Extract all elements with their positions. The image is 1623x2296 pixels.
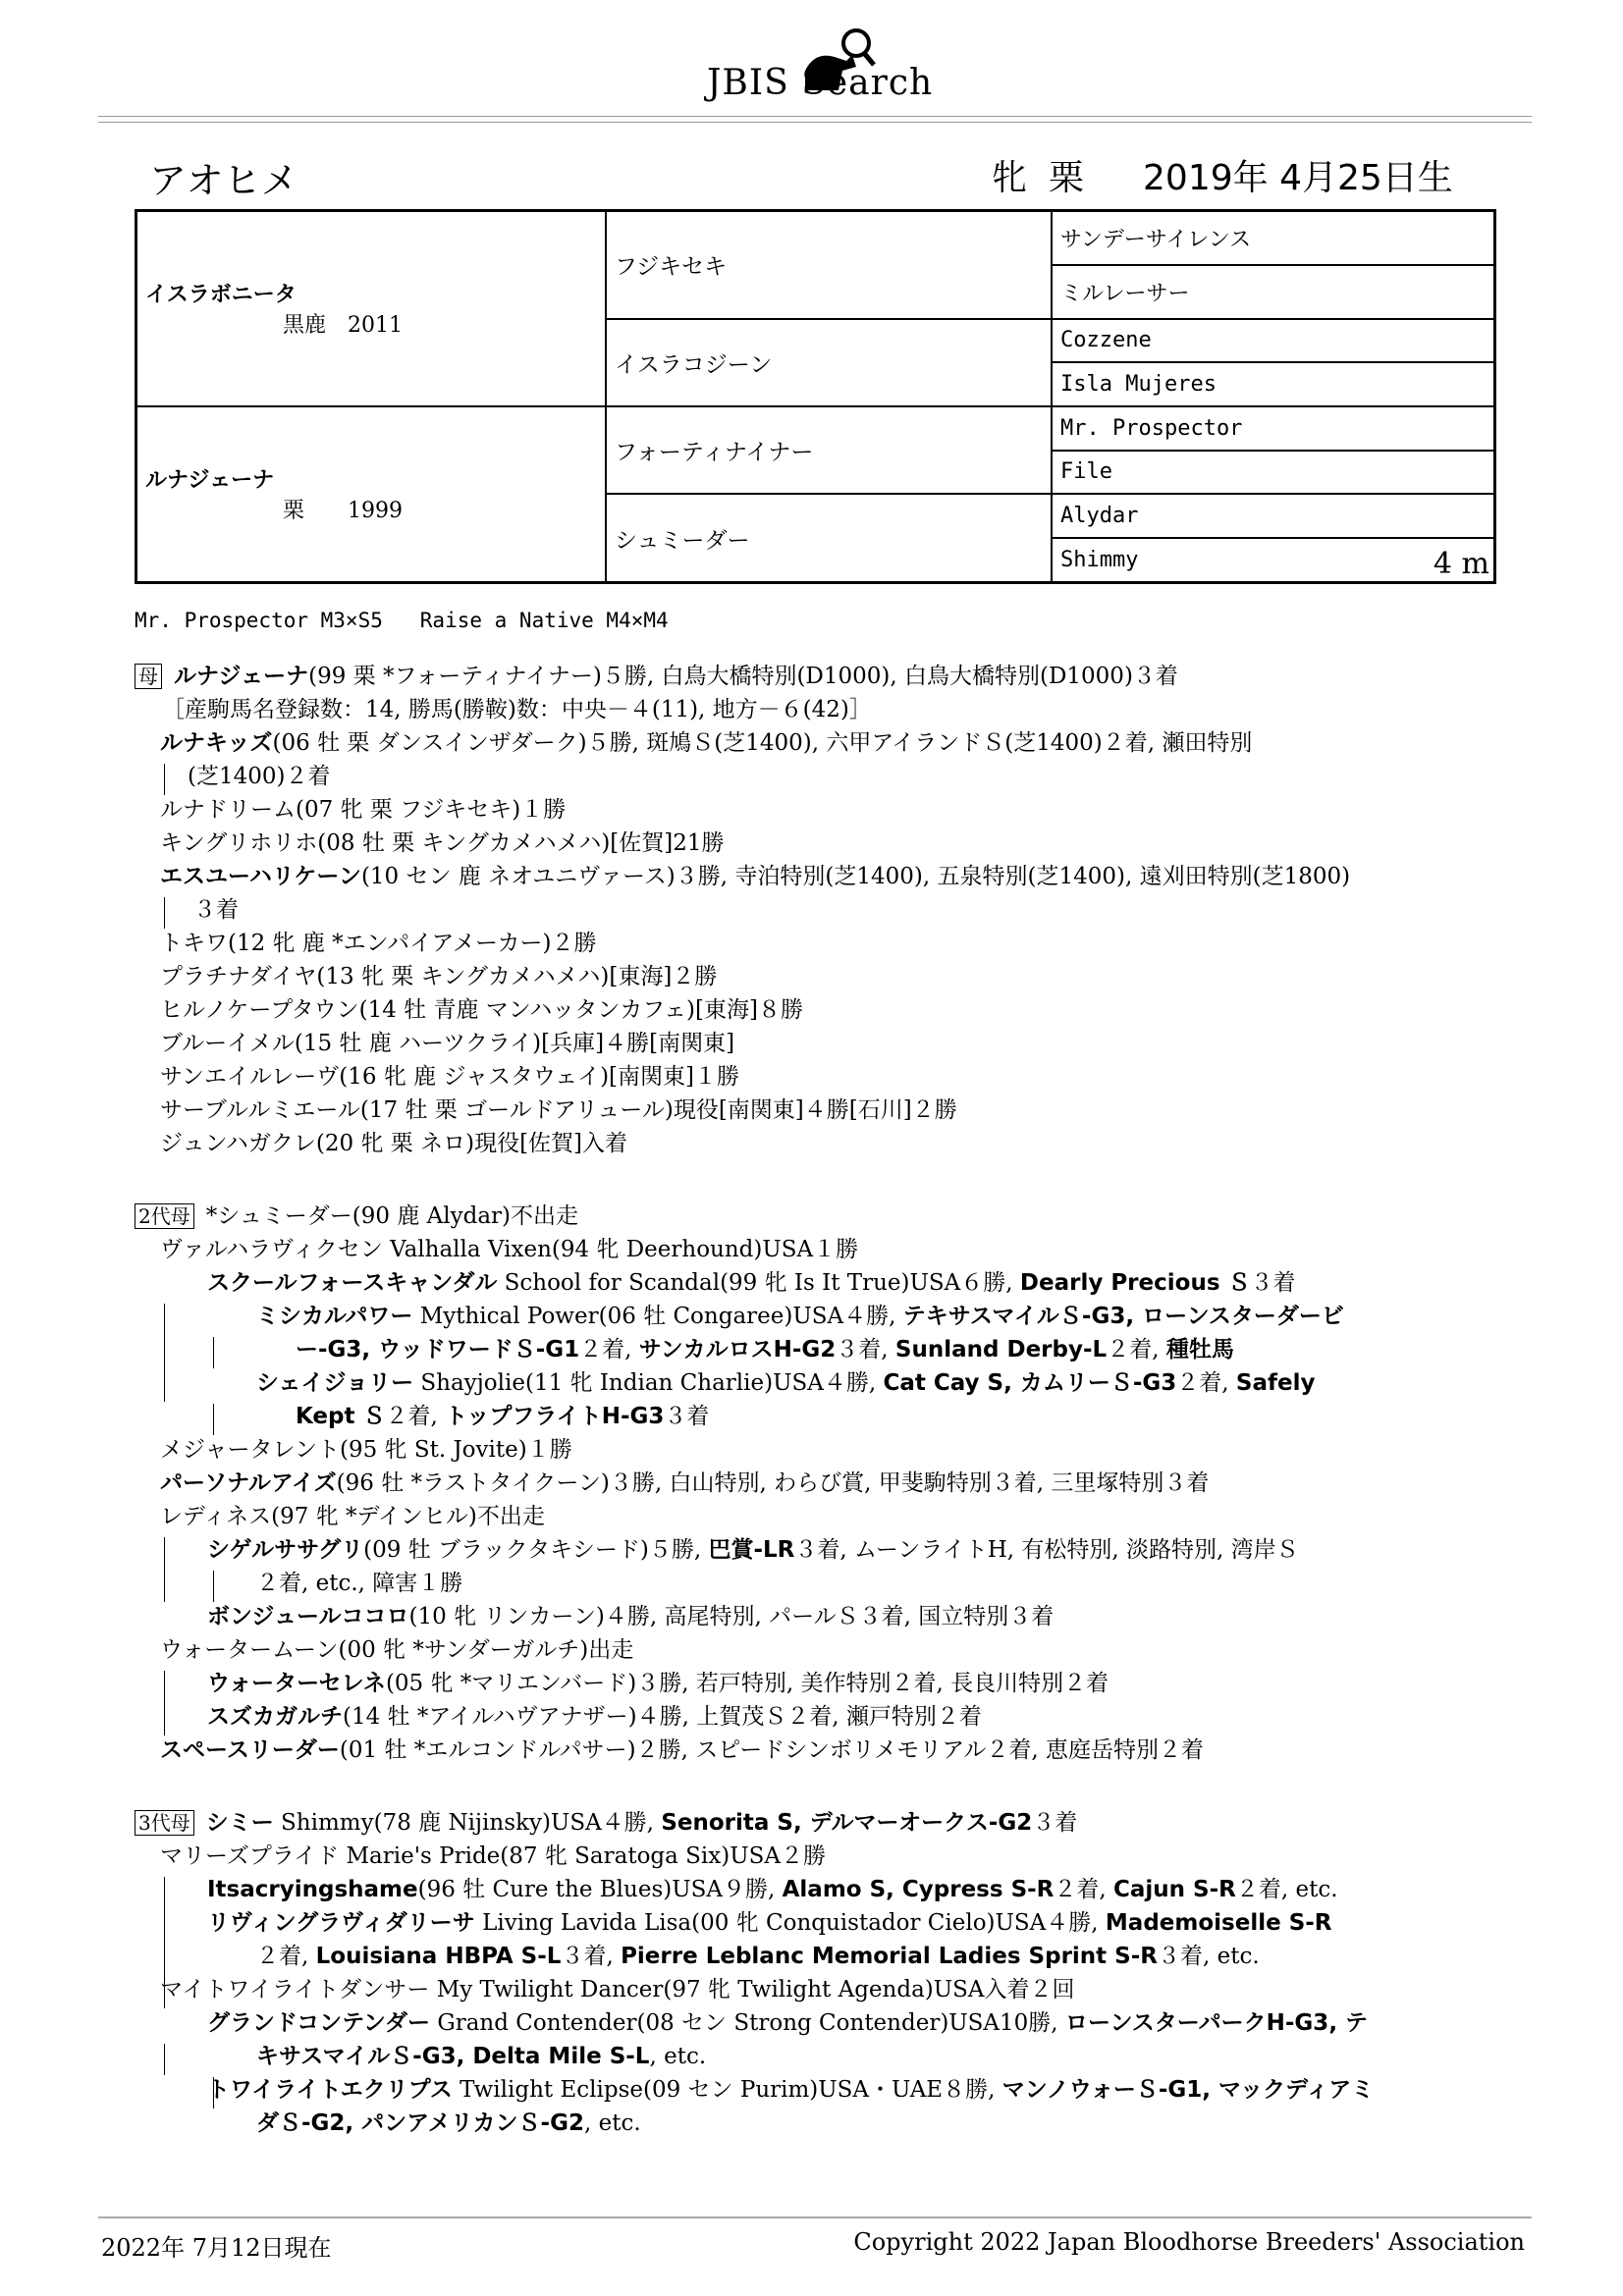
record-text: ２着, (1054, 1877, 1114, 1902)
horse-sex: 牝 (992, 158, 1028, 198)
record-line (135, 2073, 1509, 2107)
race-highlight: Senorita S, デルマーオークス-G2 (661, 1810, 1033, 1836)
record-text: マイトワイライトダンサー My Twilight Dancer(97 牝 Twilight Agenda)USA入着２回 (160, 1977, 1075, 2002)
record-line (135, 1633, 1509, 1667)
footer-rule (98, 2216, 1532, 2218)
race-highlight: Mademoiselle S-R (1105, 1910, 1332, 1936)
family-bar (164, 764, 165, 795)
horse-name: ボンジュールココロ (207, 1604, 409, 1629)
record-line (135, 1200, 1509, 1233)
record-text: ヴァルハラヴィクセン Valhalla Vixen(94 牝 Deerhound)USA１勝 (160, 1237, 859, 1262)
record-line (135, 1873, 1509, 1906)
pedigree-table (135, 209, 1496, 584)
record-line (135, 1700, 1509, 1734)
record-line (135, 1233, 1509, 1266)
record-text: プラチナダイヤ(13 牝 栗 キングカメハメハ)[東海]２勝 (160, 964, 718, 989)
footer-date: 2022年 7月12日現在 (101, 2234, 332, 2262)
record-line (135, 1400, 1509, 1433)
record-line (135, 793, 1509, 827)
pedigree-gen3: サンデーサイレンス (1052, 211, 1495, 265)
family-bar (164, 1304, 165, 1402)
record-line (135, 827, 1509, 860)
record-text: マリーズプライド Marie's Pride(87 牝 Saratoga Six)USA２勝 (160, 1843, 826, 1869)
record-text: トキワ(12 牝 鹿 *エンパイアメーカー)２勝 (160, 931, 597, 956)
record-text: ２着, (1107, 1337, 1166, 1362)
record-text: (05 牝 *マリエンバード)３勝, 若戸特別, 美作特別２着, 長良川特別２着 (385, 1671, 1109, 1696)
record-line (135, 1667, 1509, 1700)
record-text: Twilight Eclipse(09 セン Purim)USA・UAE８勝, (452, 2077, 1002, 2103)
horse-name: リヴィングラヴィダリーサ (207, 1910, 475, 1936)
record-text: Shayjolie(11 牝 Indian Charlie)USA４勝, (413, 1370, 884, 1396)
race-highlight: テキサスマイルＳ-G3, ローンスターダービ (902, 1304, 1344, 1329)
record-text: サーブルルミエール(17 牡 栗 ゴールドアリュール)現役[南関東]４勝[石川]２勝 (160, 1097, 957, 1123)
family-bar (213, 1404, 214, 1435)
record-text: レディネス(97 牝 *デインヒル)不出走 (160, 1504, 545, 1529)
section-gap (135, 1767, 1509, 1806)
horse-name: エスユーハリケーン (160, 864, 361, 889)
record-line (135, 660, 1509, 693)
record-text: ３着 (1032, 1810, 1078, 1836)
race-highlight: Safely (1235, 1370, 1316, 1396)
record-text: Living Lavida Lisa(00 牝 Conquistador Cielo)USA４勝, (474, 1910, 1106, 1936)
record-text: School for Scandal(99 牝 Is It True)USA６勝, (497, 1270, 1020, 1296)
record-line (135, 1533, 1509, 1567)
generation-label: 3代母 (135, 1810, 194, 1836)
jbis-logo (677, 22, 962, 115)
record-text: ３着 (664, 1404, 710, 1429)
pedigree-gen3-last (1052, 538, 1495, 583)
race-highlight: ー-G3, ウッドワードＳ-G1 (296, 1337, 580, 1362)
record-line (135, 1806, 1509, 1840)
family-bar (164, 1671, 165, 1735)
pedigree-gen2: イスラコジーン (606, 319, 1052, 406)
race-highlight: Louisiana HBPA S-L (315, 1944, 562, 1969)
race-highlight: 巴賞-LR (708, 1537, 795, 1563)
record-text: ３着 (193, 897, 239, 923)
horse-name: シェイジョリー (256, 1370, 414, 1396)
horse-name: パーソナルアイズ (160, 1470, 337, 1496)
record-line (135, 1433, 1509, 1467)
pedigree-gen2: シュミーダー (606, 494, 1052, 582)
race-highlight: トップフライトH-G3 (445, 1404, 665, 1429)
pedigree-sire (136, 211, 607, 406)
race-highlight: サンカルロスH-G2 (638, 1337, 837, 1362)
record-line (135, 1567, 1509, 1600)
footer-copyright: Copyright 2022 Japan Bloodhorse Breeders' Association (853, 2228, 1525, 2256)
record-line (135, 1366, 1509, 1400)
record-text: (06 牡 栗 ダンスインザダーク)５勝, 斑鳩Ｓ(芝1400), 六甲アイランドＳ(芝1400)２着, 瀬田特別 (272, 730, 1253, 756)
record-text: Shimmy(78 鹿 Nijinsky)USA４勝, (273, 1810, 662, 1836)
logo-text: JBIS Search (707, 63, 934, 103)
record-line (135, 1333, 1509, 1366)
family-bar (164, 1537, 165, 1602)
horse-name: グランドコンテンダー (207, 2010, 431, 2036)
horse-name: シゲルササグリ (207, 1537, 364, 1563)
pedigree-gen3: Alydar (1052, 494, 1495, 538)
generation-label: 母 (135, 664, 162, 689)
sire-sub: 黒鹿 2011 (283, 313, 403, 339)
record-line (135, 1906, 1509, 1940)
record-text: ブルーイメル(15 牡 鹿 ハーツクライ)[兵庫]４勝[南関東] (160, 1031, 735, 1056)
record-text: (99 栗 *フォーティナイナー)５勝, 白鳥大橋特別(D1000), 白鳥大橋特別(D1000)３着 (308, 664, 1178, 689)
race-highlight: Alamo S, Cypress S-R (782, 1877, 1055, 1902)
horse-info (992, 150, 1453, 200)
pedigree-gen3: Shimmy (1060, 547, 1139, 572)
family-bar (164, 897, 165, 929)
record-text: ２着, etc. (1235, 1877, 1338, 1902)
horse-name: スズカガルチ (207, 1704, 343, 1730)
pedigree-gen3: Mr. Prospector (1052, 406, 1495, 451)
family-bar (164, 2044, 165, 2075)
record-line (135, 1940, 1509, 1973)
horse-name: ルナジェーナ (174, 664, 309, 689)
record-text: ２着, (579, 1337, 639, 1362)
record-text: ２着, (385, 1404, 446, 1429)
record-text: ３着, etc. (1158, 1944, 1260, 1969)
inbreeding-line: Mr. Prospector M3×S5 Raise a Native M4×M4 (135, 609, 669, 632)
record-line (135, 1094, 1509, 1127)
record-text: (96 牡 Cure the Blues)USA９勝, (417, 1877, 783, 1902)
pedigree-dam (136, 406, 607, 583)
horse-name: Itsacryingshame (207, 1877, 418, 1902)
record-line (135, 1467, 1509, 1500)
race-highlight: Dearly Precious Ｓ (1019, 1270, 1251, 1296)
dam-sub: 栗 1999 (283, 499, 403, 524)
race-highlight: Sunland Derby-L (894, 1337, 1108, 1362)
record-text: ［産駒馬名登録数：14, 勝馬(勝鞍)数：中央－４(11), 地方－６(42)］ (162, 697, 872, 722)
record-text: (芝1400)２着 (188, 764, 331, 789)
horse-name: スクールフォースキャンダル (207, 1270, 498, 1296)
record-text: ３着, ムーンライトH, 有松特別, 淡路特別, 湾岸Ｓ (794, 1537, 1299, 1563)
pedigree-gen3: Cozzene (1052, 319, 1495, 363)
section-gap (135, 1160, 1509, 1200)
horse-name: シミー (205, 1810, 274, 1836)
family-bar (213, 1337, 214, 1368)
record-text: ３着 (1250, 1270, 1296, 1296)
record-text: ウォータームーン(00 牝 *サンダーガルチ)出走 (160, 1637, 634, 1663)
pedigree-gen3: ミルレーサー (1052, 265, 1495, 319)
race-highlight: Kept Ｓ (296, 1404, 386, 1429)
record-text: ヒルノケープタウン(14 牡 青鹿 マンハッタンカフェ)[東海]８勝 (160, 997, 803, 1023)
race-highlight: 種牡馬 (1165, 1337, 1234, 1362)
record-line (135, 1500, 1509, 1533)
record-text: キングリホリホ(08 牡 栗 キングカメハメハ)[佐賀]21勝 (160, 830, 725, 856)
horse-birth: 2019年 4月25日生 (1143, 158, 1453, 198)
record-line (135, 2040, 1509, 2073)
record-text: メジャータレント(95 牝 St. Jovite)１勝 (160, 1437, 572, 1463)
record-text: Grand Contender(08 セン Strong Contender)USA10勝, (430, 2010, 1065, 2036)
record-text: ルナドリーム(07 牝 栗 フジキセキ)１勝 (160, 797, 567, 823)
record-text: ２着, etc., 障害１勝 (256, 1571, 463, 1596)
sire-name: イスラボニータ (145, 283, 297, 308)
pedigree-count: 4 m (1433, 547, 1489, 581)
record-text: (96 牡 *ラストタイクーン)３勝, 白山特別, わらび賞, 甲斐駒特別３着, 三里塚特別３着 (336, 1470, 1210, 1496)
family-record (135, 660, 1509, 2140)
record-line (135, 693, 1509, 726)
race-highlight: ローンスターパークH-G3, テ (1064, 2010, 1369, 2036)
horse-color: 栗 (1049, 158, 1085, 198)
horse-name: トワイライトエクリプス (207, 2077, 453, 2103)
record-line (135, 960, 1509, 993)
record-text: ２着, (1176, 1370, 1236, 1396)
pedigree-gen3: Isla Mujeres (1052, 362, 1495, 406)
race-highlight: ダＳ-G2, パンアメリカンＳ-G2 (256, 2110, 584, 2136)
race-highlight: Cat Cay S, カムリーＳ-G3 (883, 1370, 1177, 1396)
record-text: , etc. (649, 2044, 707, 2069)
record-line (135, 1734, 1509, 1767)
record-line (135, 2107, 1509, 2140)
race-highlight: Pierre Leblanc Memorial Ladies Sprint S-R (621, 1944, 1158, 1969)
record-line (135, 1300, 1509, 1333)
header-rule (98, 122, 1532, 123)
dam-name: ルナジェーナ (145, 468, 275, 494)
record-text: サンエイルレーヴ(16 牝 鹿 ジャスタウェイ)[南関東]１勝 (160, 1064, 739, 1090)
record-line (135, 1600, 1509, 1633)
record-line (135, 860, 1509, 893)
horse-name: アオヒメ (149, 159, 298, 202)
pedigree-gen2: フォーティナイナー (606, 406, 1052, 494)
record-line (135, 893, 1509, 927)
record-line (135, 726, 1509, 760)
record-text: (10 牝 リンカーン)４勝, 高尾特別, パールＳ３着, 国立特別３着 (408, 1604, 1055, 1629)
pedigree-gen2: フジキセキ (606, 211, 1052, 319)
race-highlight: キサスマイルＳ-G3, Delta Mile S-L (256, 2044, 650, 2069)
generation-label: 2代母 (135, 1203, 194, 1229)
family-bar (164, 1944, 165, 1975)
record-line (135, 2006, 1509, 2040)
record-line (135, 1060, 1509, 1094)
family-bar (213, 2077, 214, 2109)
pedigree-gen3: File (1052, 451, 1495, 495)
record-line (135, 993, 1509, 1027)
race-highlight: Cajun S-R (1113, 1877, 1236, 1902)
horse-name: ルナキッズ (160, 730, 273, 756)
record-line (135, 1266, 1509, 1300)
family-bar (164, 1877, 165, 2008)
record-text: ３着, (836, 1337, 895, 1362)
record-line (135, 1973, 1509, 2006)
record-text: Mythical Power(06 牡 Congaree)USA４勝, (412, 1304, 903, 1329)
record-text: (14 牡 *アイルハヴアナザー)４勝, 上賀茂Ｓ２着, 瀬戸特別２着 (343, 1704, 982, 1730)
horse-name: ミシカルパワー (256, 1304, 413, 1329)
record-text: ３着, (561, 1944, 622, 1969)
record-text: (10 セン 鹿 ネオユニヴァース)３勝, 寺泊特別(芝1400), 五泉特別(芝1400), 遠刈田特別(芝1800) (360, 864, 1351, 889)
race-highlight: マンノウォーＳ-G1, マックディアミ (1001, 2077, 1375, 2103)
family-bar (213, 1571, 214, 1602)
record-text: ジュンハガクレ(20 牝 栗 ネロ)現役[佐賀]入着 (160, 1131, 628, 1156)
record-text: ２着, (256, 1944, 316, 1969)
horse-name: ウォーターセレネ (207, 1671, 386, 1696)
header-rule (98, 116, 1532, 117)
record-line (135, 927, 1509, 960)
record-text: (09 牡 ブラックタキシード)５勝, (363, 1537, 709, 1563)
record-line (135, 1127, 1509, 1160)
record-text: (01 牡 *エルコンドルパサー)２勝, スピードシンボリメモリアル２着, 恵庭岳特別２着 (339, 1737, 1204, 1763)
record-text: , etc. (584, 2110, 641, 2136)
record-text: *シュミーダー(90 鹿 Alydar)不出走 (205, 1203, 578, 1229)
record-line (135, 760, 1509, 793)
horse-name: スペースリーダー (160, 1737, 340, 1763)
record-line (135, 1027, 1509, 1060)
record-line (135, 1840, 1509, 1873)
